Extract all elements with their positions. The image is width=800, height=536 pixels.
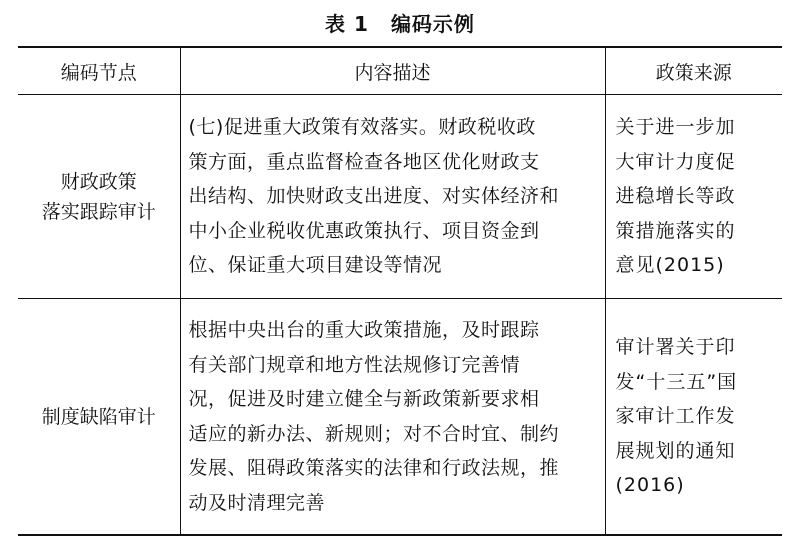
table-caption <box>0 8 800 37</box>
coding-node-line: 制度缺陷审计 <box>41 405 156 428</box>
description-line: 况，促进及时建立健全与新政策新要求相 <box>188 388 540 410</box>
description-line: 动及时清理完善 <box>188 491 326 514</box>
header-coding-node: 编码节点 <box>18 47 180 95</box>
description-line: 策方面，重点监督检查各地区优化财政支 <box>188 150 540 173</box>
coding-node-cell <box>18 95 180 299</box>
coding-example-table <box>18 46 782 536</box>
table-title: 编码示例 <box>390 12 475 36</box>
table-number: 表 1 <box>325 12 369 36</box>
coding-node-line: 财政政策 <box>60 170 137 193</box>
source-line: 大审计力度促 <box>615 150 736 173</box>
source-line: 进稳增长等政 <box>615 185 736 208</box>
source-line: 策措施落实的 <box>615 219 736 242</box>
header-content-description: 内容描述 <box>180 47 605 95</box>
table-row <box>18 95 782 299</box>
description-line: 中小企业税收优惠政策执行、项目资金到 <box>188 219 540 242</box>
table-row <box>18 299 782 536</box>
description-cell <box>180 299 605 536</box>
source-line: 意见(2015) <box>615 254 725 277</box>
header-policy-source: 政策来源 <box>605 47 782 95</box>
source-line: 展规划的通知 <box>615 439 736 462</box>
description-line: 出结构、加快财政支出进度、对实体经济和 <box>188 185 560 208</box>
source-line: (2016) <box>615 474 685 497</box>
coding-node-cell <box>18 299 180 536</box>
coding-node-line: 落实跟踪审计 <box>41 200 156 223</box>
source-line: 发“十三五”国 <box>615 370 738 393</box>
description-line: 有关部门规章和地方性法规修订完善情 <box>188 353 521 376</box>
description-cell <box>180 95 605 299</box>
description-line: 发展、阻碍政策落实的法律和行政法规，推 <box>188 457 560 479</box>
description-line: 适应的新办法、新规则；对不合时宜、制约 <box>188 422 560 445</box>
source-line: 家审计工作发 <box>615 405 736 428</box>
description-line: (七)促进重大政策有效落实。财政税收政 <box>188 116 536 139</box>
source-line: 关于进一步加 <box>615 116 736 139</box>
source-line: 审计署关于印 <box>615 336 736 359</box>
description-line: 位、保证重大项目建设等情况 <box>188 254 443 277</box>
policy-source-cell <box>605 299 782 536</box>
table-header-row <box>18 47 782 95</box>
policy-source-cell <box>605 95 782 299</box>
description-line: 根据中央出台的重大政策措施，及时跟踪 <box>188 319 540 341</box>
